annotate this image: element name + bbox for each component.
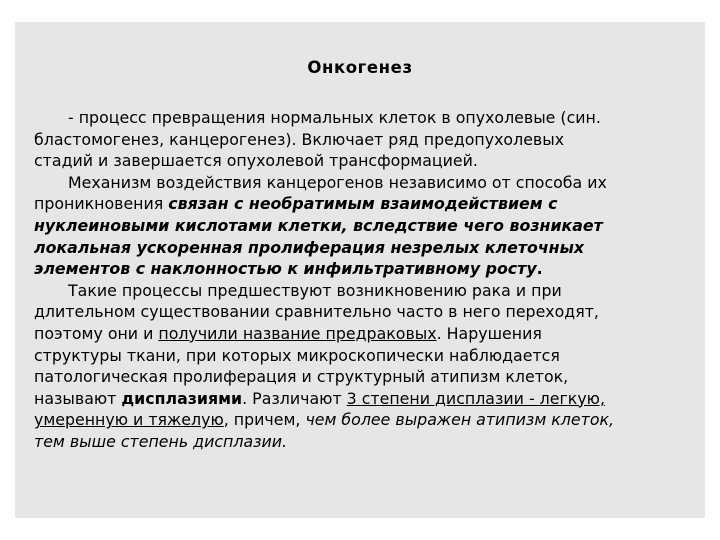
- text: , причем,: [223, 410, 306, 430]
- emphasis-text: элементов с наклонностью к инфильтративному росту: [34, 259, 537, 279]
- paragraph-1-line-2: бластомогенез, канцерогенез). Включает ряд предопухолевых: [34, 129, 565, 149]
- paragraph-3-line-3: [34, 323, 686, 345]
- paragraph-3-line-6: [34, 388, 686, 410]
- page-title: Онкогенез: [307, 58, 413, 77]
- emphasis-text: связан с необратимым взаимодействием с: [168, 194, 558, 214]
- paragraph-2-line-2-text: проникновения: [34, 194, 169, 214]
- underlined-text: умеренную и тяжелую: [34, 410, 224, 430]
- text: . Различают: [242, 388, 347, 408]
- paragraph-2-line-1: Механизм воздействия канцерогенов независимо от способа их: [68, 172, 607, 192]
- text: . Нарушения: [436, 323, 542, 343]
- paragraph-3-line-1: Такие процессы предшествуют возникновению рака и при: [68, 280, 562, 300]
- bold-term: дисплазиями: [121, 388, 243, 408]
- text: называют: [34, 388, 122, 408]
- paragraph-1-line-1: - процесс превращения нормальных клеток в опухолевые (син.: [68, 108, 601, 127]
- underlined-text: получили название предраковых: [158, 323, 437, 343]
- period: .: [536, 259, 543, 279]
- paragraph-2-line-5: [34, 258, 686, 280]
- emphasis-text: нуклеиновыми кислотами клетки, вследствие чего возникает: [34, 215, 603, 235]
- italic-text: тем выше степень дисплазии.: [34, 431, 288, 451]
- underlined-text: 3 степени дисплазии - легкую,: [346, 388, 605, 408]
- paragraph-3-line-2: длительном существовании сравнительно часто в него переходят,: [34, 302, 599, 322]
- body-text: [34, 107, 686, 453]
- text: поэтому они и: [34, 323, 159, 343]
- paragraph-3-line-7: [34, 409, 686, 431]
- italic-text: чем более выражен атипизм клеток,: [305, 410, 615, 430]
- paragraph-3-line-4: структуры ткани, при которых микроскопически наблюдается: [34, 345, 560, 365]
- emphasis-text: локальная ускоренная пролиферация незрелых клеточных: [34, 237, 585, 257]
- paragraph-2-line-2: [34, 193, 686, 215]
- paragraph-3-line-5: патологическая пролиферация и структурный атипизм клеток,: [34, 367, 569, 387]
- paragraph-1-line-3: стадий и завершается опухолевой трансформацией.: [34, 151, 478, 171]
